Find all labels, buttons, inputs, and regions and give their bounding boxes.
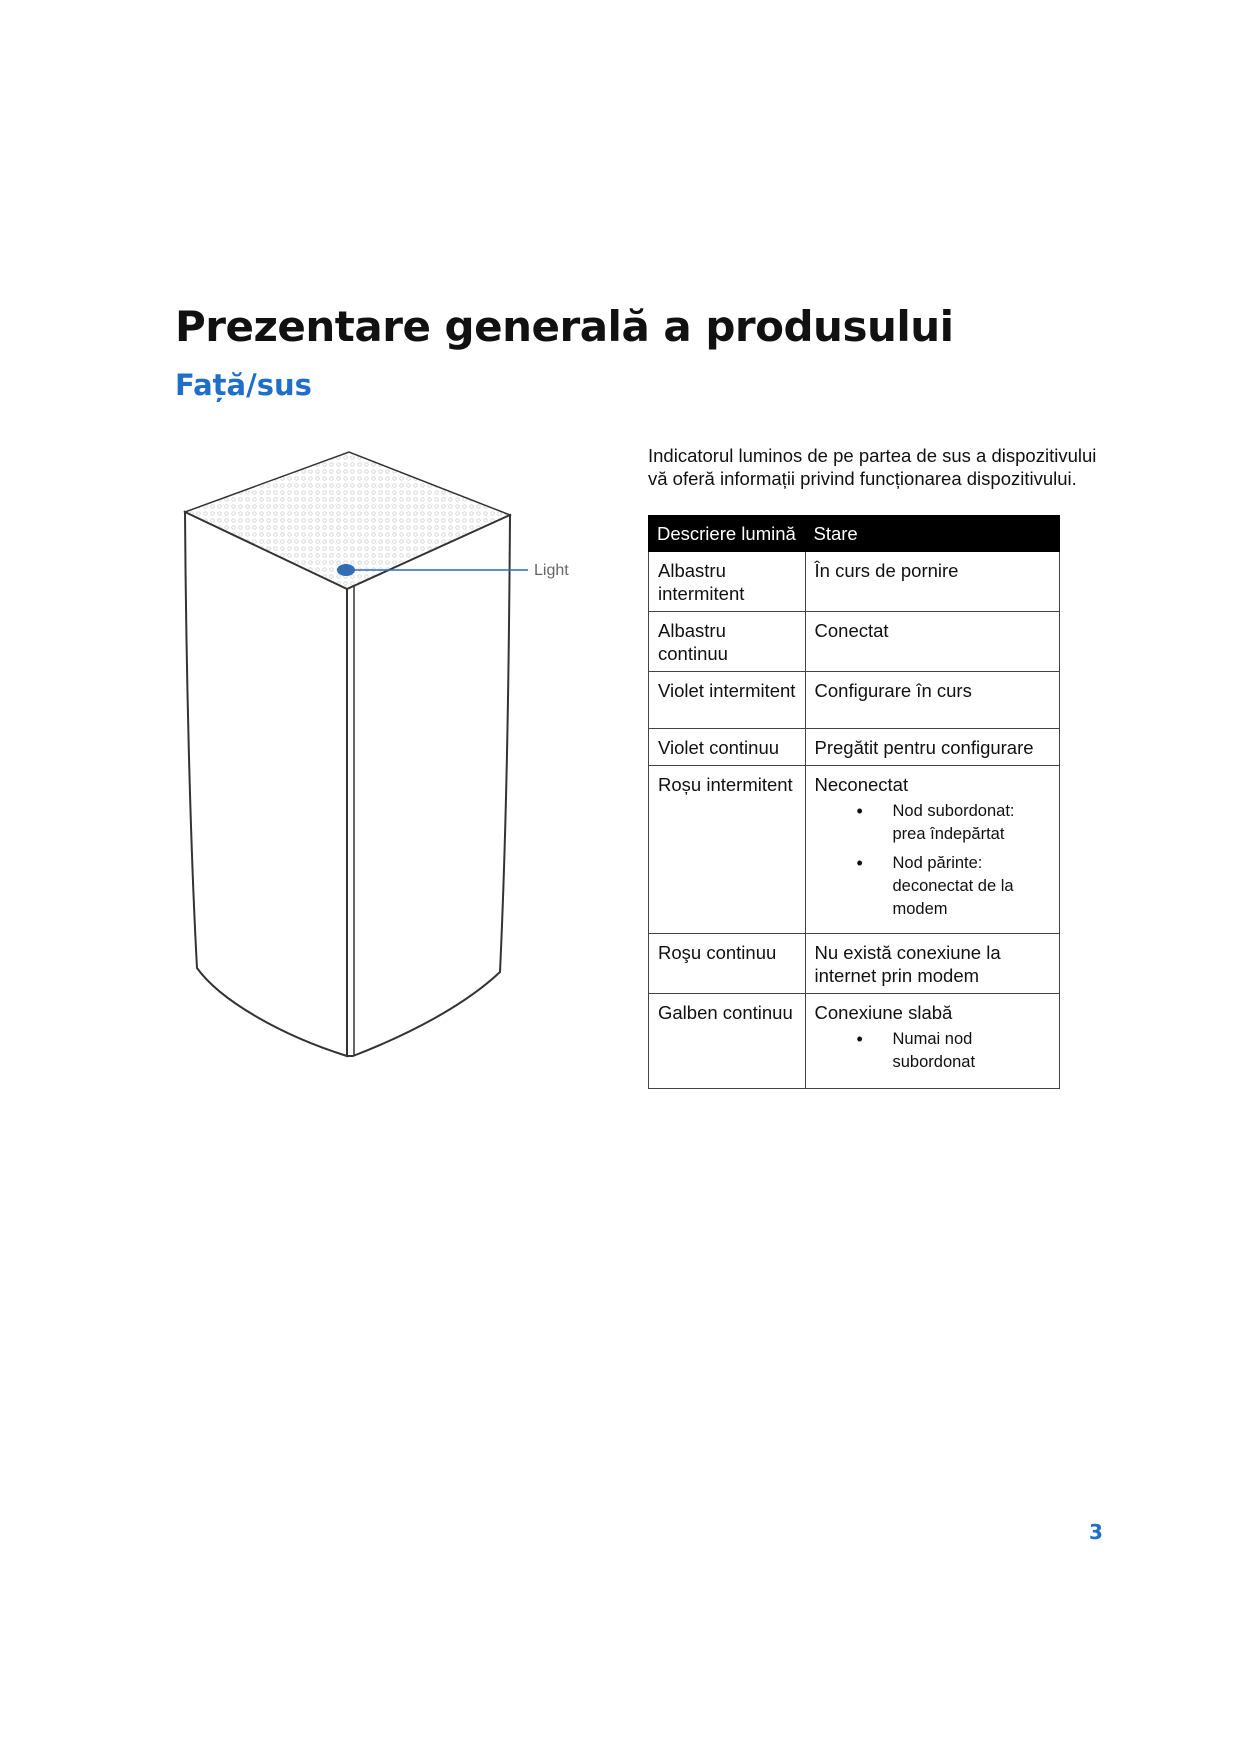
table-row [649,672,1060,729]
list-item: • Nod subordonat: prea îndepărtat [815,800,1052,846]
light-status-table [648,515,1060,1089]
cell-status: Configurare în curs [805,672,1060,729]
status-details-list [815,1028,1052,1074]
page-number: 3 [1089,1520,1103,1544]
cell-light: Roșu intermitent [649,766,806,934]
list-item: • Nod părinte: deconectat de la modem [815,852,1052,921]
status-light-icon [337,564,355,576]
cell-status: Pregătit pentru configurare [805,729,1060,766]
intro-paragraph: Indicatorul luminos de pe partea de sus a dispozitivului vă oferă informații privind funcționarea dispozitivului. [648,444,1097,489]
table-row [649,612,1060,672]
status-text: Conexiune slabă [814,1002,953,1023]
cell-status: Nu există conexiune la internet prin modem [805,934,1060,994]
table-row [649,934,1060,994]
header-status: Stare [805,516,1060,552]
device-right-face [347,515,510,1056]
cell-status [805,994,1060,1089]
section-title: Față/sus [175,368,312,402]
cell-light: Albastru continuu [649,612,806,672]
status-details-list [815,800,1052,921]
device-left-face [185,512,347,1056]
table-header-row [649,516,1060,552]
status-text: Neconectat [814,774,909,795]
table-row [649,552,1060,612]
page-title: Prezentare generală a produsului [175,302,954,351]
cell-light: Albastru intermitent [649,552,806,612]
table-row [649,994,1060,1089]
table-row [649,729,1060,766]
cell-status: În curs de pornire [805,552,1060,612]
cell-light: Violet intermitent [649,672,806,729]
cell-status [805,766,1060,934]
cell-light: Violet continuu [649,729,806,766]
cell-status: Conectat [805,612,1060,672]
list-item: • Numai nod subordonat [815,1028,1052,1074]
light-label: Light [534,562,569,579]
table-row [649,766,1060,934]
cell-light: Galben continuu [649,994,806,1089]
device-illustration [160,440,580,1080]
header-light-description: Descriere lumină [649,516,806,552]
cell-light: Roşu continuu [649,934,806,994]
